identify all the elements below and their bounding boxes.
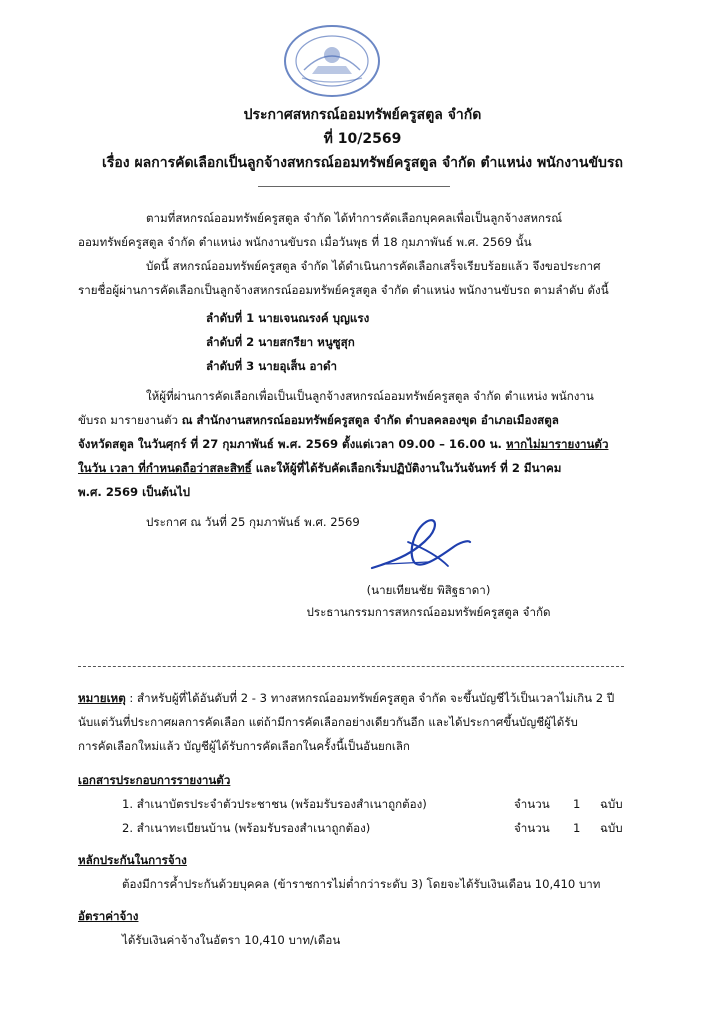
note-line3: การคัดเลือกใหม่แล้ว บัญชีผู้ได้รับการคัดเลือกในครั้งนี้เป็นอันยกเลิก xyxy=(78,739,410,753)
rank-item-3: ลำดับที่ 3 นายอุเส็น อาดำ xyxy=(206,359,337,373)
documents-heading: เอกสารประกอบการรายงานตัว xyxy=(78,773,231,787)
document-item-2-qty: 1 xyxy=(573,821,581,835)
para2-line2: รายชื่อผู้ผ่านการคัดเลือกเป็นลูกจ้างสหกรณ์ออมทรัพย์ครูสตูล จำกัด ตำแหน่ง พนักงานขับรถ ตามลำดับ ดังนี้ xyxy=(78,283,609,297)
wage-heading: อัตราค่าจ้าง xyxy=(78,909,139,923)
guarantee-text: ต้องมีการค้ำประกันด้วยบุคคล (ข้าราชการไม่ต่ำกว่าระดับ 3) โดยจะได้รับเงินเดือน 10,410 บาท xyxy=(122,877,601,891)
para2-line1: บัดนี้ สหกรณ์ออมทรัพย์ครูสตูล จำกัด ได้ดำเนินการคัดเลือกเสร็จเรียบร้อยแล้ว จึงขอประกาศ xyxy=(146,259,601,273)
signer-title: ประธานกรรมการสหกรณ์ออมทรัพย์ครูสตูล จำกัด xyxy=(306,605,551,619)
para3-line5: พ.ศ. 2569 เป็นต้นไป xyxy=(78,485,191,499)
note-label: หมายเหตุ xyxy=(78,691,126,705)
signer-name: (นายเทียนชัย พิสิฐธาดา) xyxy=(366,583,491,597)
para1-line2: ออมทรัพย์ครูสตูล จำกัด ตำแหน่ง พนักงานขับรถ เมื่อวันพุธ ที่ 18 กุมภาพันธ์ พ.ศ. 2569 นั้น xyxy=(78,235,532,249)
rank-item-1: ลำดับที่ 1 นายเจนณรงค์ บุญแรง xyxy=(206,311,370,325)
announcement-number: ที่ 10/2569 xyxy=(323,131,402,147)
note-line1 xyxy=(78,686,614,710)
announce-date: ประกาศ ณ วันที่ 25 กุมภาพันธ์ พ.ศ. 2569 xyxy=(146,515,360,529)
wage-text: ได้รับเงินค่าจ้างในอัตรา 10,410 บาท/เดือน xyxy=(122,933,341,947)
document-item-2-text: 2. สำเนาทะเบียนบ้าน (พร้อมรับรองสำเนาถูกต้อง) xyxy=(122,821,371,835)
para1-line1: ตามที่สหกรณ์ออมทรัพย์ครูสตูล จำกัด ได้ทำการคัดเลือกบุคคลเพื่อเป็นลูกจ้างสหกรณ์ xyxy=(146,211,563,225)
rank-item-2: ลำดับที่ 2 นายสกรียา หนูซูสุก xyxy=(206,335,355,349)
announcement-subject: เรื่อง ผลการคัดเลือกเป็นลูกจ้างสหกรณ์ออมทรัพย์ครูสตูล จำกัด ตำแหน่ง พนักงานขับรถ xyxy=(102,155,623,171)
header-divider xyxy=(258,186,450,187)
para3-line3-bold: จังหวัดสตูล ในวันศุกร์ ที่ 27 กุมภาพันธ์ พ.ศ. 2569 ตั้งแต่เวลา 09.00 – 16.00 น. xyxy=(78,437,506,451)
document-item-2-qty-label: จำนวน xyxy=(514,821,550,835)
document-item-1-qty: 1 xyxy=(573,797,581,811)
para3-line2-bold: ณ สำนักงานสหกรณ์ออมทรัพย์ครูสตูล จำกัด ตำบลคลองขุด อำเภอเมืองสตูล xyxy=(181,413,559,427)
document-item-1-qty-label: จำนวน xyxy=(514,797,550,811)
para3-line3 xyxy=(78,432,608,456)
para3-line4-bold: และให้ผู้ที่ได้รับคัดเลือกเริ่มปฏิบัติงานในวันจันทร์ ที่ 2 มีนาคม xyxy=(251,461,562,475)
note-line2: นับแต่วันที่ประกาศผลการคัดเลือก แต่ถ้ามีการคัดเลือกอย่างเดียวกันอีก และได้ประกาศขึ้นบัญชีผู้ได้รับ xyxy=(78,715,578,729)
document-item-1-text: 1. สำเนาบัตรประจำตัวประชาชน (พร้อมรับรองสำเนาถูกต้อง) xyxy=(122,797,427,811)
para3-line1: ให้ผู้ที่ผ่านการคัดเลือกเพื่อเป็นเป็นลูกจ้างสหกรณ์ออมทรัพย์ครูสตูล จำกัด ตำแหน่ง พนักงาน xyxy=(146,389,594,403)
note-text-1: : สำหรับผู้ที่ได้อันดับที่ 2 - 3 ทางสหกรณ์ออมทรัพย์ครูสตูล จำกัด จะขึ้นบัญชีไว้เป็นเวลาไม่เกิน 2 ปี xyxy=(125,691,615,705)
signature-icon xyxy=(368,512,472,576)
para3-line4 xyxy=(78,456,561,480)
document-item-1-unit: ฉบับ xyxy=(600,797,623,811)
para3-line4-underline: ในวัน เวลา ที่กำหนดถือว่าสละสิทธิ์ xyxy=(78,461,252,475)
announcement-title: ประกาศสหกรณ์ออมทรัพย์ครูสตูล จำกัด xyxy=(243,107,482,123)
para3-line3-underline: หากไม่มารายงานตัว xyxy=(505,437,609,451)
cooperative-seal-icon xyxy=(282,22,382,100)
para3-line2 xyxy=(78,408,559,432)
document-item-2-unit: ฉบับ xyxy=(600,821,623,835)
para3-line2-normal: ขับรถ มารายงานตัว xyxy=(78,413,182,427)
section-divider xyxy=(78,666,624,667)
guarantee-heading: หลักประกันในการจ้าง xyxy=(78,853,187,867)
